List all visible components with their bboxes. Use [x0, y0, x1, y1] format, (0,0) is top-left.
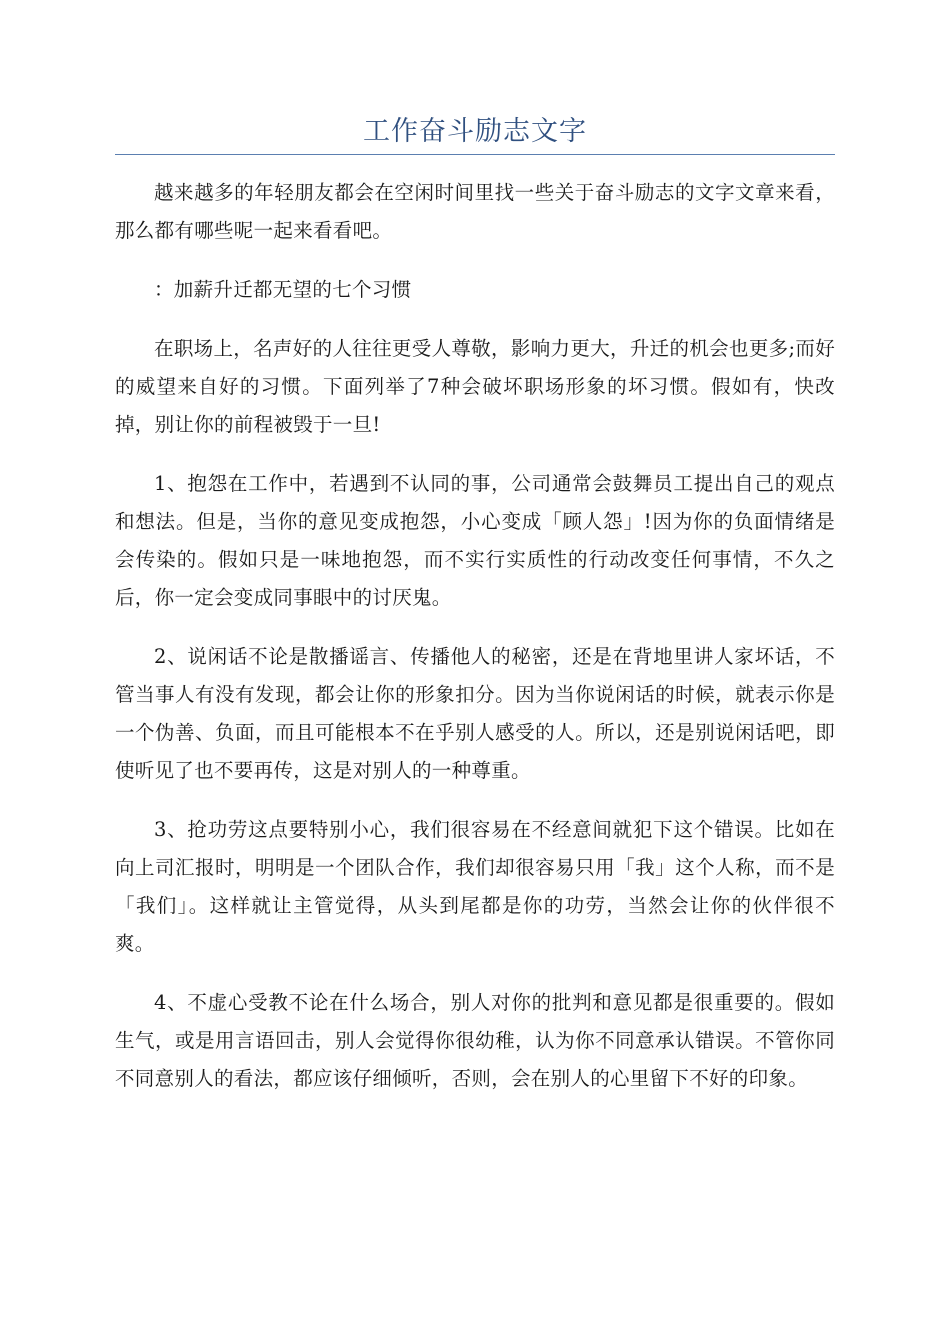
document-body — [115, 174, 835, 1119]
paragraph-habit-1: 1、抱怨在工作中，若遇到不认同的事，公司通常会鼓舞员工提出自己的观点和想法。但是，当你的意见变成抱怨，小心变成「顾人怨」!因为你的负面情绪是会传染的。假如只是一味地抱怨，而不实行实质性的行动改变任何事情，不久之后，你一定会变成同事眼中的讨厌鬼。 — [115, 472, 835, 609]
document-title: 工作奋斗励志文字 — [363, 116, 587, 147]
paragraph-subheading: ：加薪升迁都无望的七个习惯 — [154, 278, 412, 301]
paragraph-overview: 在职场上，名声好的人往往更受人尊敬，影响力更大，升迁的机会也更多;而好的威望来自好的习惯。下面列举了7种会破坏职场形象的坏习惯。假如有，快改掉，别让你的前程被毁于一旦! — [115, 337, 835, 436]
paragraph-habit-3: 3、抢功劳这点要特别小心，我们很容易在不经意间就犯下这个错误。比如在向上司汇报时，明明是一个团队合作，我们却很容易只用「我」这个人称，而不是「我们」。这样就让主管觉得，从头到尾都是你的功劳，当然会让你的伙伴很不爽。 — [115, 818, 835, 955]
title-underline — [115, 154, 835, 155]
paragraph-intro: 越来越多的年轻朋友都会在空闲时间里找一些关于奋斗励志的文字文章来看，那么都有哪些呢一起来看看吧。 — [115, 181, 835, 242]
paragraph-habit-2: 2、说闲话不论是散播谣言、传播他人的秘密，还是在背地里讲人家坏话，不管当事人有没有发现，都会让你的形象扣分。因为当你说闲话的时候，就表示你是一个伪善、负面，而且可能根本不在乎别人感受的人。所以，还是别说闲话吧，即使听见了也不要再传，这是对别人的一种尊重。 — [115, 645, 835, 782]
paragraph-habit-4: 4、不虚心受教不论在什么场合，别人对你的批判和意见都是很重要的。假如生气，或是用言语回击，别人会觉得你很幼稚，认为你不同意承认错误。不管你同不同意别人的看法，都应该仔细倾听，否则，会在别人的心里留下不好的印象。 — [115, 991, 835, 1090]
